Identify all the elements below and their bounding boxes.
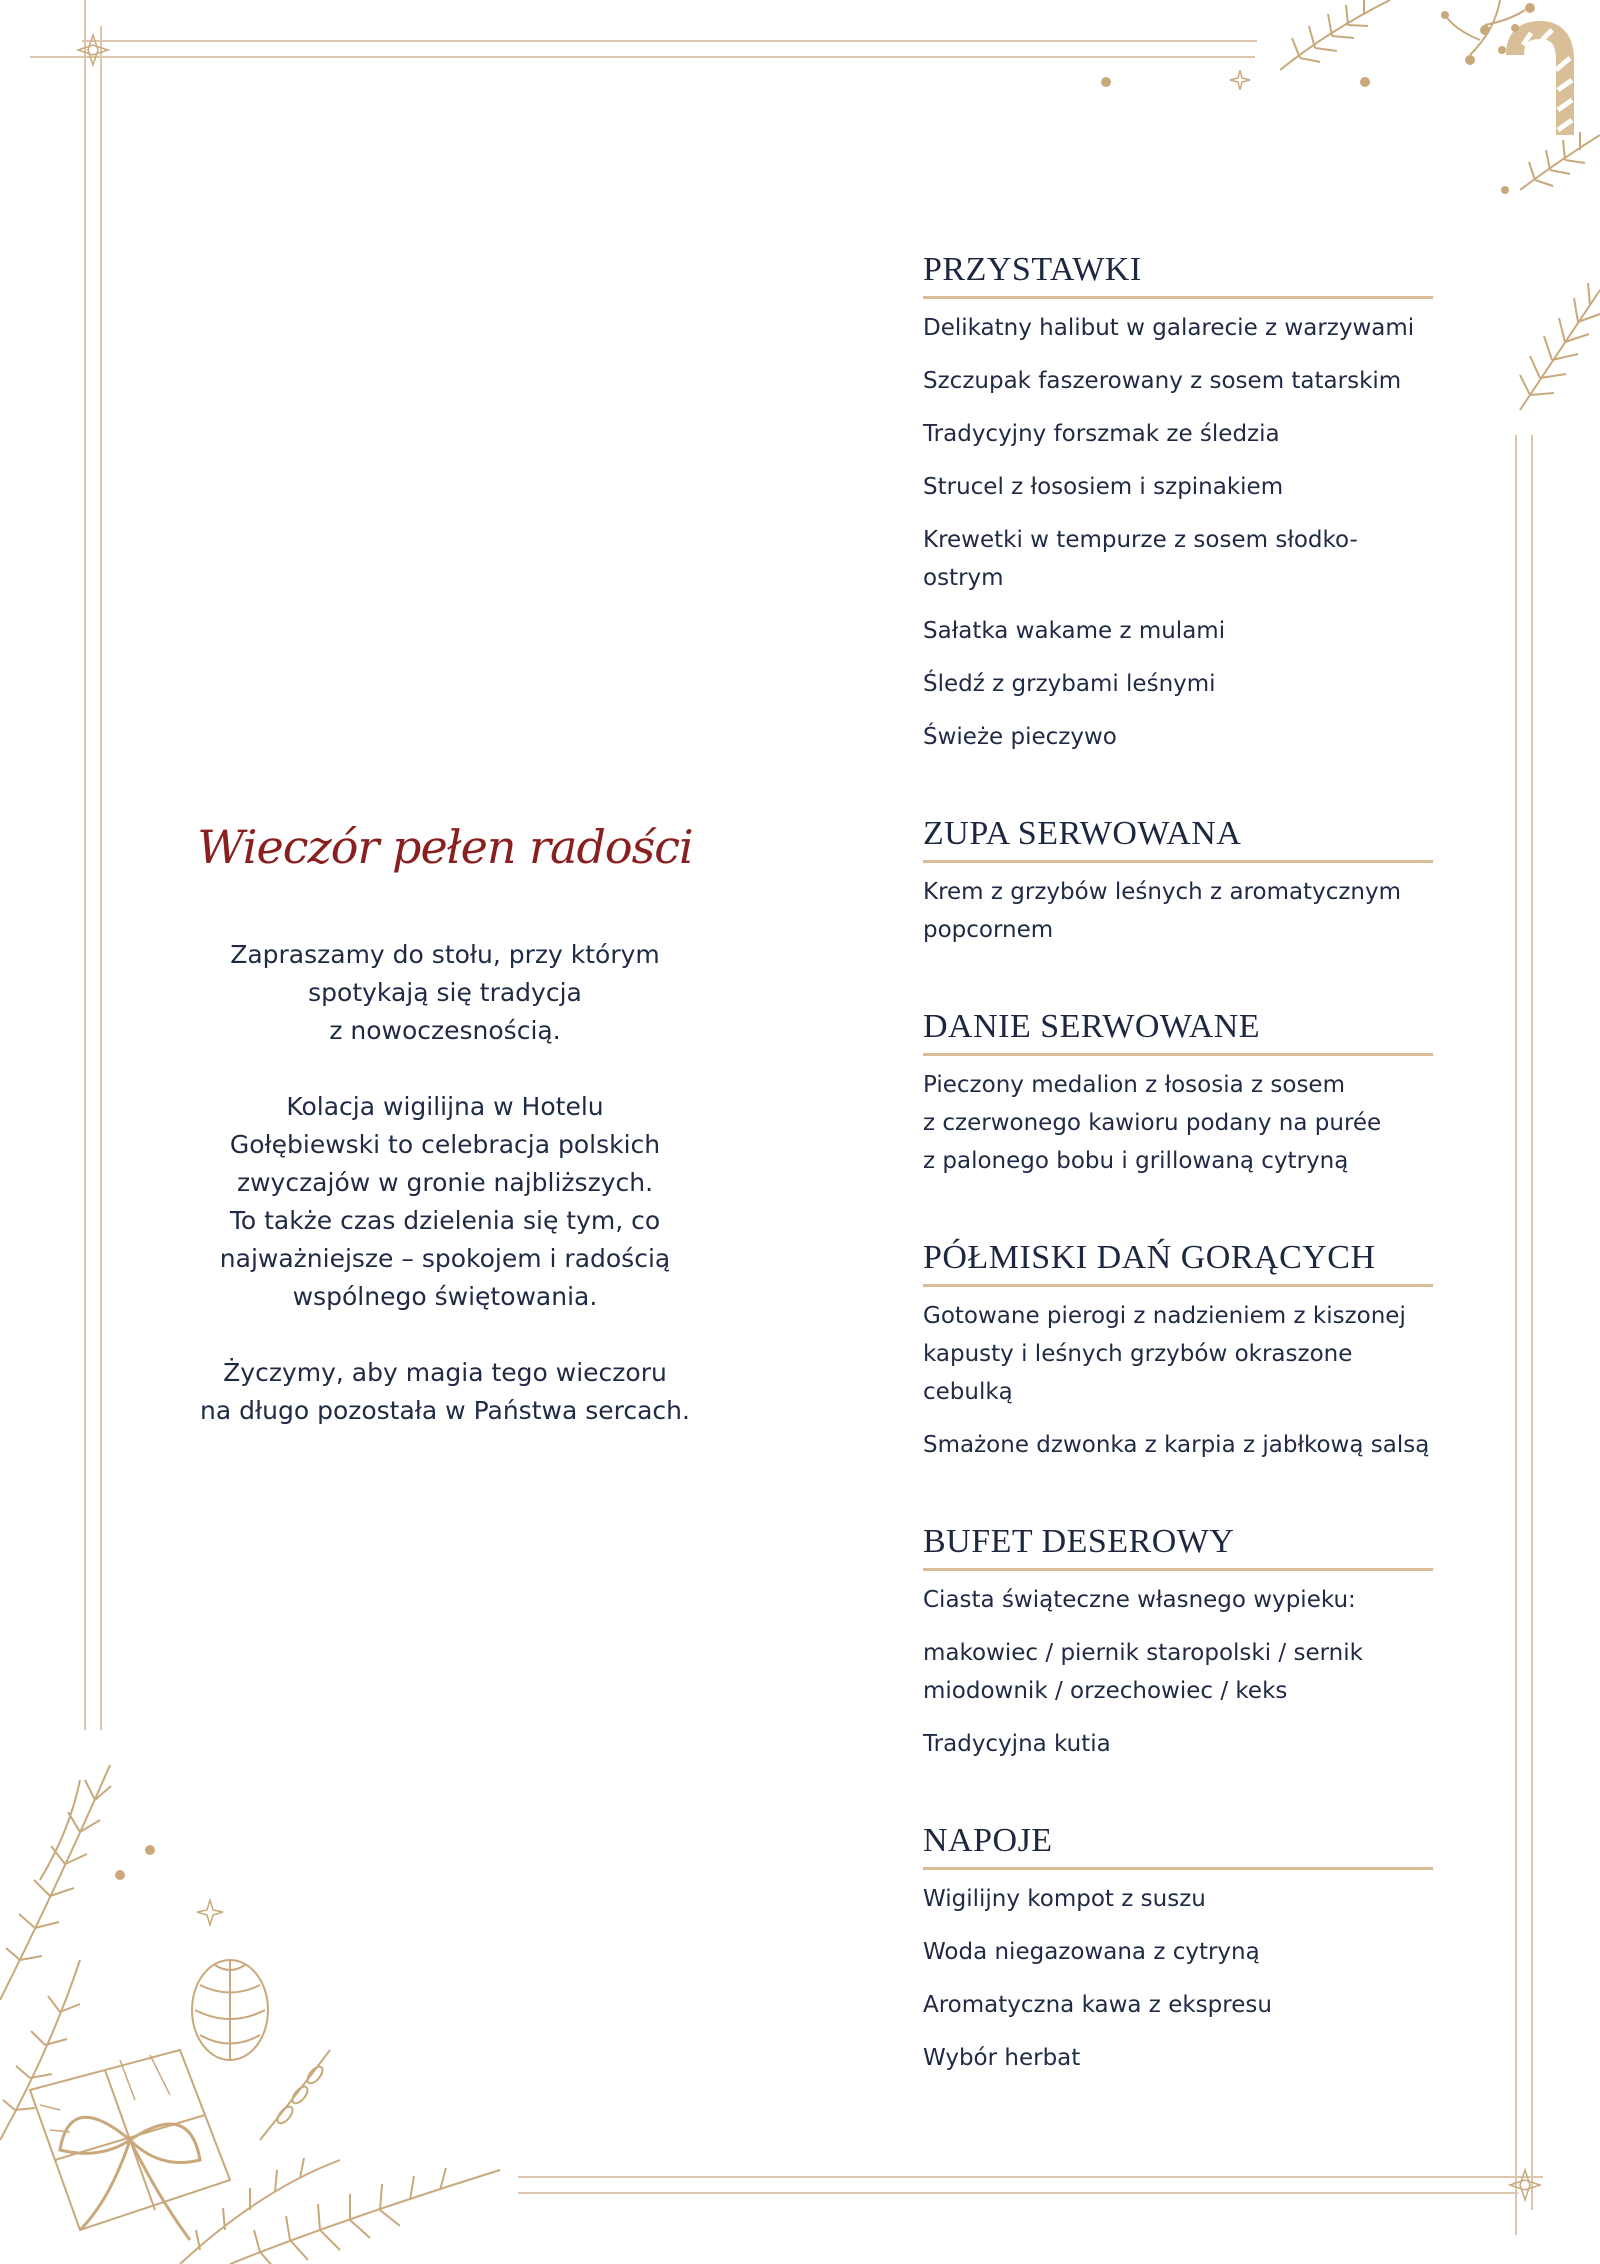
menu-item: Ciasta świąteczne własnego wypieku: [923,1587,1356,1613]
menu-item: makowiec / piernik staropolski / sernik miodownik / orzechowiec / keks [923,1640,1363,1704]
menu-item: Gotowane pierogi z nadzieniem z kiszonej kapusty i leśnych grzybów okraszone cebulką [923,1303,1406,1405]
menu-section-danie [923,1007,1433,1180]
menu-item: Woda niegazowana z cytryną [923,1939,1260,1965]
menu-item: Krewetki w tempurze z sosem słodko-ostrym [923,527,1358,591]
menu-item: Pieczony medalion z łososia z sosem z czerwonego kawioru podany na purée z palonego bobu i grillowaną cytryną [923,1072,1382,1174]
frame-bottom-line-inner [518,2192,1518,2194]
frame-top-line-inner [82,40,1257,42]
menu-item: Strucel z łososiem i szpinakiem [923,474,1284,500]
frame-right-line [1515,435,1517,2235]
menu-item: Śledź z grzybami leśnymi [923,671,1216,697]
menu-item: Tradycyjny forszmak ze śledzia [923,421,1280,447]
menu-item: Wigilijny kompot z suszu [923,1886,1206,1912]
botanical-decoration-bottom-left [0,1760,520,2264]
intro-column [160,820,730,1468]
section-title: BUFET DESEROWY [923,1522,1433,1571]
section-title: PÓŁMISKI DAŃ GORĄCYCH [923,1238,1433,1287]
section-title: NAPOJE [923,1821,1433,1870]
intro-text [160,936,730,1430]
menu-item: Wybór herbat [923,2045,1081,2071]
menu-section-polmiski [923,1238,1433,1464]
intro-paragraph: Zapraszamy do stołu, przy którym spotykają się tradycja z nowoczesnością. [230,940,660,1045]
section-title: PRZYSTAWKI [923,250,1433,299]
menu-item: Sałatka wakame z mulami [923,618,1226,644]
corner-ornament-top-left [76,33,110,67]
section-title: DANIE SERWOWANE [923,1007,1433,1056]
menu-item: Świeże pieczywo [923,724,1117,750]
menu-section-bufet [923,1522,1433,1763]
menu-item: Aromatyczna kawa z ekspresu [923,1992,1272,2018]
dot-icon [1100,76,1112,88]
frame-left-line-inner [100,26,102,1730]
star-icon [1228,68,1252,92]
menu-item: Tradycyjna kutia [923,1731,1111,1757]
menu-section-zupa [923,814,1433,949]
menu-item: Delikatny halibut w galarecie z warzywami [923,315,1415,341]
frame-bottom-line [518,2176,1543,2178]
corner-ornament-bottom-right [1508,2168,1542,2202]
frame-right-line-inner [1531,435,1533,2210]
intro-paragraph: Kolacja wigilijna w Hotelu Gołębiewski to celebracja polskich zwyczajów w gronie najbliższych. To także czas dzielenia się tym, co najważniejsze – spokojem i radością wspólnego świętowania. [219,1092,671,1311]
frame-top-line [30,56,1255,58]
frame-left-line [84,0,86,1730]
menu-item: Szczupak faszerowany z sosem tatarskim [923,368,1402,394]
menu-column [923,250,1433,2135]
intro-paragraph: Życzymy, aby magia tego wieczoru na długo pozostała w Państwa sercach. [200,1358,690,1425]
menu-item: Smażone dzwonka z karpia z jabłkową salsą [923,1432,1430,1458]
menu-section-przystawki [923,250,1433,756]
menu-item: Krem z grzybów leśnych z aromatycznym popcornem [923,879,1402,943]
menu-section-napoje [923,1821,1433,2077]
section-title: ZUPA SERWOWANA [923,814,1433,863]
intro-title: Wieczór pełen radości [197,820,693,874]
